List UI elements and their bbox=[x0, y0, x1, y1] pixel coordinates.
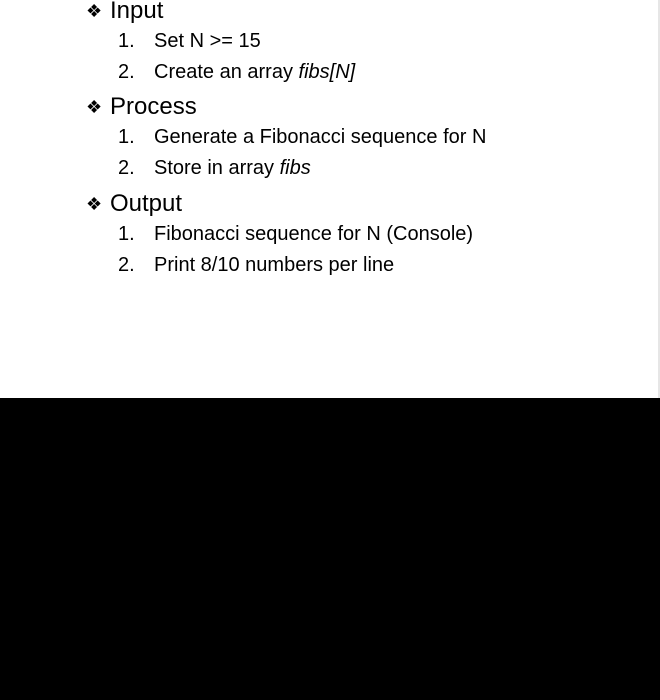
item-number: 1. bbox=[118, 223, 135, 245]
diamond-bullet-icon: ❖ bbox=[86, 194, 103, 214]
section-process bbox=[86, 92, 646, 184]
item-number: 1. bbox=[118, 30, 135, 52]
list-item bbox=[86, 153, 646, 184]
section-input bbox=[86, 0, 646, 88]
item-text-italic: fibs bbox=[279, 157, 311, 179]
item-number: 2. bbox=[118, 61, 135, 83]
section-heading bbox=[86, 189, 646, 219]
item-text: Create an array bbox=[154, 61, 299, 83]
list-item bbox=[86, 250, 646, 281]
section-title: Output bbox=[110, 190, 183, 217]
list-item bbox=[86, 26, 646, 57]
list-item bbox=[86, 122, 646, 153]
item-number: 2. bbox=[118, 254, 135, 276]
item-text: Set N >= 15 bbox=[154, 30, 261, 52]
list-item bbox=[86, 219, 646, 250]
item-text-wrap bbox=[154, 153, 311, 184]
item-text: Print 8/10 numbers per line bbox=[154, 254, 395, 276]
item-text: Fibonacci sequence for N (Console) bbox=[154, 223, 474, 245]
item-text: Generate a Fibonacci sequence for N bbox=[154, 126, 487, 148]
numbered-list bbox=[86, 26, 646, 88]
black-area bbox=[0, 398, 660, 700]
item-number: 2. bbox=[118, 157, 135, 179]
diamond-bullet-icon: ❖ bbox=[86, 97, 103, 117]
numbered-list bbox=[86, 219, 646, 281]
section-title: Input bbox=[110, 0, 164, 24]
item-text: Store in array bbox=[154, 157, 280, 179]
numbered-list bbox=[86, 122, 646, 184]
item-number: 1. bbox=[118, 126, 135, 148]
list-item bbox=[86, 57, 646, 88]
section-heading bbox=[86, 92, 646, 122]
section-output bbox=[86, 189, 646, 281]
item-text-italic: fibs[N] bbox=[298, 61, 356, 83]
diamond-bullet-icon: ❖ bbox=[86, 1, 103, 21]
item-text-wrap bbox=[154, 57, 355, 88]
section-title: Process bbox=[110, 93, 197, 120]
section-heading bbox=[86, 0, 646, 26]
